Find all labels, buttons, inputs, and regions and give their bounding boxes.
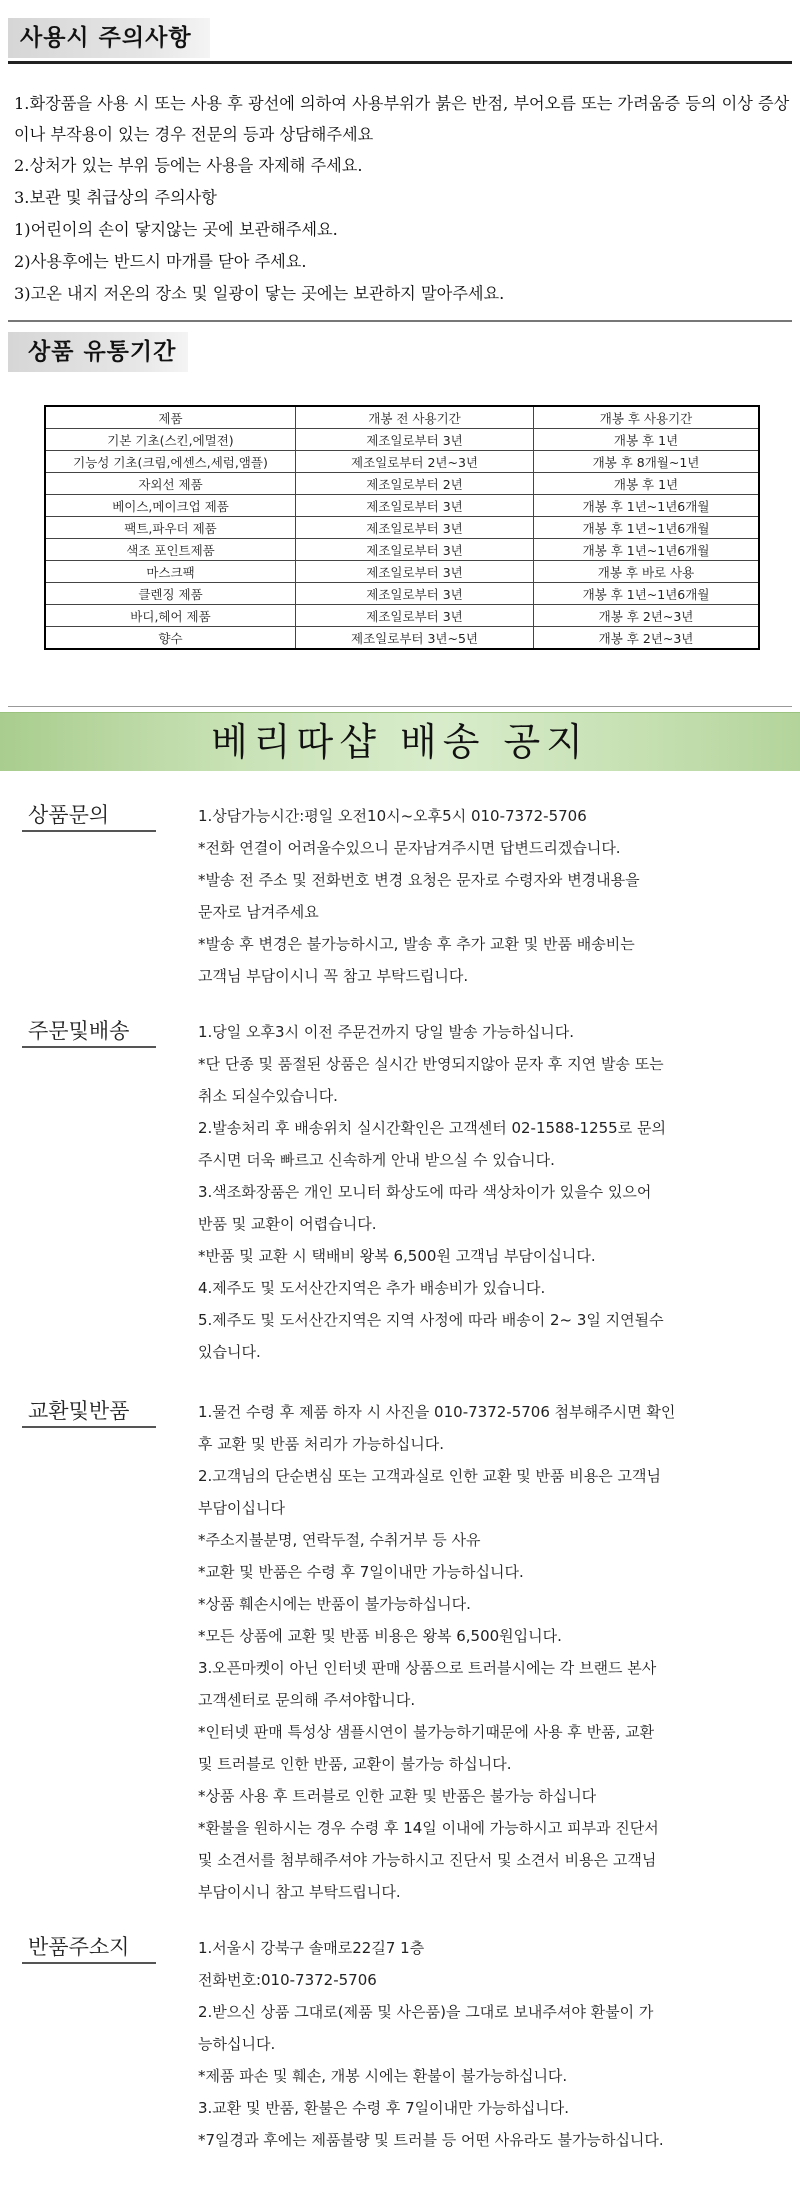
notice-banner	[0, 712, 800, 771]
section-line: *주소지불분명, 연락두절, 수취거부 등 사유	[198, 1531, 481, 1549]
section-line: *전화 연결이 어려울수있으니 문자남겨주시면 답변드리겠습니다.	[198, 839, 621, 857]
section-line: 4.제주도 및 도서산간지역은 추가 배송비가 있습니다.	[198, 1279, 546, 1297]
section-heading: 상품문의	[28, 803, 110, 827]
section-line: 문자로 남겨주세요	[198, 903, 319, 921]
section-line: 및 소견서를 첨부해주셔야 가능하시고 진단서 및 소견서 비용은 고객님	[198, 1851, 657, 1869]
table-cell: 기본 기초(스킨,에멀젼)	[45, 429, 296, 451]
table-cell: 제조일로부터 2년~3년	[296, 451, 534, 473]
table-cell: 색조 포인트제품	[45, 539, 296, 561]
table-cell: 개봉 후 바로 사용	[534, 561, 760, 583]
section-body	[198, 800, 778, 992]
section-line: 1.당일 오후3시 이전 주문건까지 당일 발송 가능하십니다.	[198, 1023, 575, 1041]
section-body	[198, 1396, 778, 1908]
column-header: 개봉 후 사용기간	[534, 406, 760, 429]
table-cell: 제조일로부터 3년	[296, 561, 534, 583]
caution-list	[14, 88, 794, 310]
section-line: 3.색조화장품은 개인 모니터 화상도에 따라 색상차이가 있을수 있으어	[198, 1183, 652, 1201]
table-cell: 개봉 후 1년~1년6개월	[534, 495, 760, 517]
section-line: 1.물건 수령 후 제품 하자 시 사진을 010-7372-5706 첨부해주시면 확인	[198, 1403, 676, 1421]
table-cell: 개봉 후 1년~1년6개월	[534, 517, 760, 539]
table-cell: 제조일로부터 3년	[296, 495, 534, 517]
caution-line: 3.보관 및 취급상의 주의사항	[14, 188, 217, 207]
table-cell: 개봉 후 2년~3년	[534, 627, 760, 650]
caution-title: 사용시 주의사항	[8, 18, 210, 58]
table-cell: 개봉 후 1년~1년6개월	[534, 583, 760, 605]
section-line: 고객님 부담이시니 꼭 참고 부탁드립니다.	[198, 967, 469, 985]
period-title-rule	[8, 706, 792, 707]
table-cell: 팩트,파우더 제품	[45, 517, 296, 539]
table-cell: 개봉 후 8개월~1년	[534, 451, 760, 473]
section-line: 반품 및 교환이 어렵습니다.	[198, 1215, 377, 1233]
section-line: *교환 및 반품은 수령 후 7일이내만 가능하십니다.	[198, 1563, 524, 1581]
table-cell: 개봉 후 1년~1년6개월	[534, 539, 760, 561]
column-header: 개봉 전 사용기간	[296, 406, 534, 429]
section-line: *단 단종 및 품절된 상품은 실시간 반영되지않아 문자 후 지연 발송 또는	[198, 1055, 664, 1073]
table-row	[45, 583, 759, 605]
section-line: *반품 및 교환 시 택배비 왕복 6,500원 고객님 부담이십니다.	[198, 1247, 596, 1265]
table-cell: 제조일로부터 3년	[296, 605, 534, 627]
section-return-address	[0, 1932, 800, 2162]
section-line: 5.제주도 및 도서산간지역은 지역 사정에 따라 배송이 2~ 3일 지연될수	[198, 1311, 664, 1329]
table-cell: 바디,헤어 제품	[45, 605, 296, 627]
section-exchange-return	[0, 1396, 800, 1906]
table-row	[45, 517, 759, 539]
table-cell: 개봉 후 1년	[534, 429, 760, 451]
section-line: 후 교환 및 반품 처리가 가능하십니다.	[198, 1435, 444, 1453]
section-line: 3.오픈마켓이 아닌 인터넷 판매 상품으로 트러블시에는 각 브랜드 본사	[198, 1659, 657, 1677]
table-row	[45, 429, 759, 451]
caution-line: 2.상처가 있는 부위 등에는 사용을 자제해 주세요.	[14, 156, 363, 175]
table-cell: 향수	[45, 627, 296, 650]
section-line: 있습니다.	[198, 1343, 261, 1361]
section-line: *7일경과 후에는 제품불량 및 트러블 등 어떤 사유라도 불가능하십니다.	[198, 2131, 664, 2149]
table-cell: 기능성 기초(크림,에센스,세럼,앰플)	[45, 451, 296, 473]
section-line: *제품 파손 및 훼손, 개봉 시에는 환불이 불가능하십니다.	[198, 2067, 568, 2085]
section-line: 및 트러블로 인한 반품, 교환이 불가능 하십니다.	[198, 1755, 512, 1773]
table-row	[45, 627, 759, 650]
section-line: *상품 훼손시에는 반품이 불가능하십니다.	[198, 1595, 471, 1613]
table-cell: 클렌징 제품	[45, 583, 296, 605]
table-cell: 제조일로부터 3년	[296, 429, 534, 451]
section-heading-rule	[22, 1426, 156, 1428]
section-line: 1.상담가능시간:평일 오전10시~오후5시 010-7372-5706	[198, 807, 587, 825]
table-row	[45, 561, 759, 583]
caution-line: 2)사용후에는 반드시 마개를 닫아 주세요.	[14, 252, 307, 271]
table-cell: 개봉 후 2년~3년	[534, 605, 760, 627]
table-cell: 제조일로부터 3년~5년	[296, 627, 534, 650]
caution-title-rule	[8, 61, 792, 64]
table-row	[45, 495, 759, 517]
table-cell: 제조일로부터 3년	[296, 539, 534, 561]
section-line: 3.교환 및 반품, 환불은 수령 후 7일이내만 가능하십니다.	[198, 2099, 570, 2117]
table-row	[45, 605, 759, 627]
table-row	[45, 473, 759, 495]
section-line: 1.서울시 강북구 솔매로22길7 1층	[198, 1939, 425, 1957]
section-line: 고객센터로 문의해 주셔야합니다.	[198, 1691, 416, 1709]
table-row	[45, 451, 759, 473]
section-line: 2.받으신 상품 그대로(제품 및 사은품)을 그대로 보내주셔야 환불이 가	[198, 2003, 654, 2021]
table-cell: 베이스,메이크업 제품	[45, 495, 296, 517]
section-line: 취소 되실수있습니다.	[198, 1087, 338, 1105]
table-cell: 제조일로부터 3년	[296, 583, 534, 605]
column-header: 제품	[45, 406, 296, 429]
table-cell: 자외선 제품	[45, 473, 296, 495]
section-line: 부담이시니 참고 부탁드립니다.	[198, 1883, 401, 1901]
section-line: 2.발송처리 후 배송위치 실시간확인은 고객센터 02-1588-1255로 문의	[198, 1119, 666, 1137]
section-heading: 주문및배송	[28, 1019, 130, 1043]
caution-header	[0, 18, 800, 62]
table-cell: 제조일로부터 2년	[296, 473, 534, 495]
caution-line: 1.화장품을 사용 시 또는 사용 후 광선에 의하여 사용부위가 붉은 반점, 부어오름 또는 가려움증 등의 이상 증상이나 부작용이 있는 경우 전문의 등과 상담해주세요	[14, 94, 790, 144]
section-line: 2.고객님의 단순변심 또는 고객과실로 인한 교환 및 반품 비용은 고객님	[198, 1467, 661, 1485]
table-cell: 제조일로부터 3년	[296, 517, 534, 539]
period-title: 상품 유통기간	[8, 332, 188, 372]
section-line: 능하십니다.	[198, 2035, 276, 2053]
section-heading: 교환및반품	[28, 1399, 130, 1423]
period-header	[0, 332, 800, 376]
section-line: *발송 전 주소 및 전화번호 변경 요청은 문자로 수령자와 변경내용을	[198, 871, 640, 889]
table-cell: 마스크팩	[45, 561, 296, 583]
section-heading-rule	[22, 1046, 156, 1048]
section-line: *상품 사용 후 트러블로 인한 교환 및 반품은 불가능 하십니다	[198, 1787, 597, 1805]
section-line: *환불을 원하시는 경우 수령 후 14일 이내에 가능하시고 피부과 진단서	[198, 1819, 659, 1837]
section-body	[198, 1932, 778, 2156]
section-line: 부담이십니다	[198, 1499, 285, 1517]
divider	[8, 320, 792, 322]
section-heading-rule	[22, 1962, 156, 1964]
section-inquiry	[0, 800, 800, 985]
caution-line: 3)고온 내지 저온의 장소 및 일광이 닿는 곳에는 보관하지 말아주세요.	[14, 284, 505, 303]
section-line: *인터넷 판매 특성상 샘플시연이 불가능하기때문에 사용 후 반품, 교환	[198, 1723, 655, 1741]
section-line: *발송 후 변경은 불가능하시고, 발송 후 추가 교환 및 반품 배송비는	[198, 935, 635, 953]
section-line: *모든 상품에 교환 및 반품 비용은 왕복 6,500원입니다.	[198, 1627, 562, 1645]
table-row	[45, 539, 759, 561]
section-heading-rule	[22, 830, 156, 832]
section-order-shipping	[0, 1016, 800, 1366]
table-header-row	[45, 406, 759, 429]
caution-line: 1)어린이의 손이 닿지않는 곳에 보관해주세요.	[14, 220, 338, 239]
section-heading: 반품주소지	[28, 1935, 130, 1959]
section-line: 주시면 더욱 빠르고 신속하게 안내 받으실 수 있습니다.	[198, 1151, 555, 1169]
section-body	[198, 1016, 778, 1368]
banner-title: 베리따샵 배송 공지	[211, 720, 589, 764]
section-line: 전화번호:010-7372-5706	[198, 1971, 377, 1989]
period-table	[44, 405, 760, 650]
table-cell: 개봉 후 1년	[534, 473, 760, 495]
